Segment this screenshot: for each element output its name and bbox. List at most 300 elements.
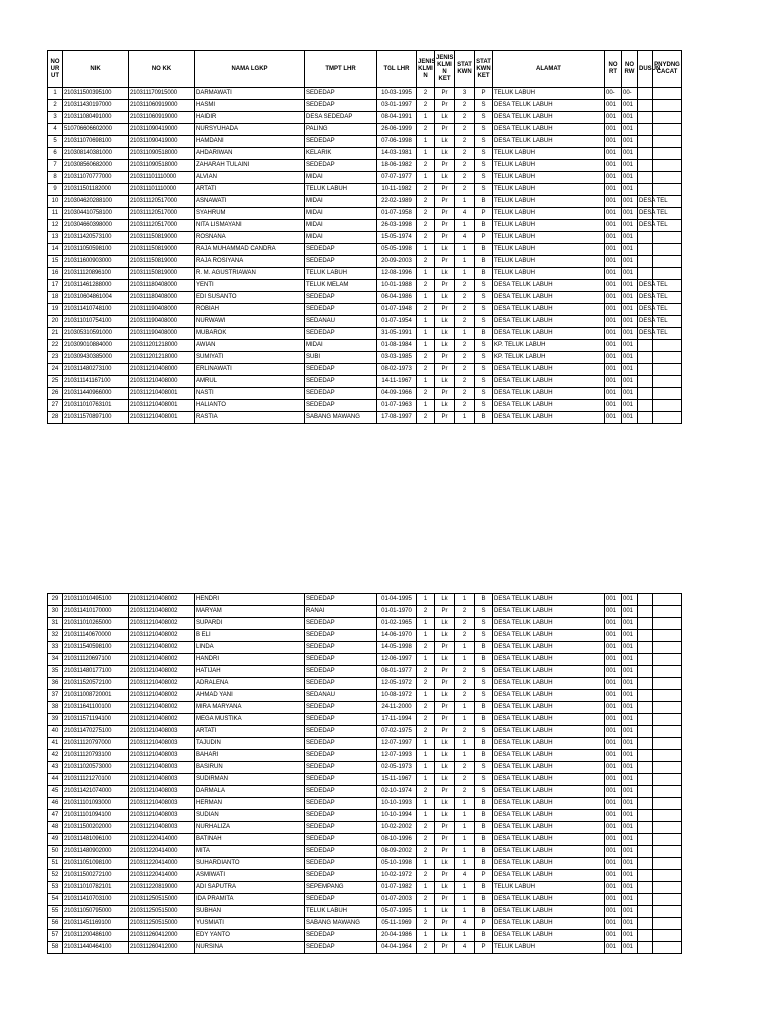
cell-pnydng-cacat xyxy=(653,930,682,942)
cell-stat-kwn: 4 xyxy=(455,870,475,882)
cell-jenis-klmin-ket: Pr xyxy=(435,352,455,364)
cell-no-urut: 32 xyxy=(48,630,63,642)
cell-no-rt: 001 xyxy=(605,124,622,136)
cell-no-rw: 001 xyxy=(622,834,638,846)
cell-no-rw: 001 xyxy=(622,232,638,244)
cell-no-rt: 001 xyxy=(605,750,622,762)
cell-stat-kwn-ket: S xyxy=(475,618,493,630)
cell-no-rw: 001 xyxy=(622,702,638,714)
cell-no-urut: 29 xyxy=(48,594,63,606)
cell-no-urut: 52 xyxy=(48,870,63,882)
cell-no-kk: 210311190408000 xyxy=(129,304,195,316)
cell-stat-kwn: 1 xyxy=(455,750,475,762)
cell-stat-kwn-ket: S xyxy=(475,340,493,352)
cell-tgl-lhr: 12-05-1972 xyxy=(377,678,417,690)
cell-nik: 210311421074000 xyxy=(63,786,129,798)
cell-stat-kwn: 2 xyxy=(455,618,475,630)
cell-stat-kwn-ket: S xyxy=(475,630,493,642)
cell-stat-kwn: 2 xyxy=(455,606,475,618)
header-tmpt-lhr: TMPT LHR xyxy=(305,51,377,88)
cell-alamat: DESA TELUK LABUH xyxy=(493,678,605,690)
cell-no-rt: 001 xyxy=(605,148,622,160)
cell-jenis-klmin-ket: Pr xyxy=(435,786,455,798)
cell-no-rw: 001 xyxy=(622,280,638,292)
table-row xyxy=(48,124,682,136)
table-row xyxy=(48,870,682,882)
cell-no-urut: 5 xyxy=(48,136,63,148)
cell-stat-kwn: 2 xyxy=(455,364,475,376)
cell-nik: 210311120697100 xyxy=(63,654,129,666)
cell-nama: HANDRI xyxy=(195,654,305,666)
cell-nik: 210308560682000 xyxy=(63,160,129,172)
cell-dusun xyxy=(638,822,653,834)
cell-stat-kwn-ket: B xyxy=(475,750,493,762)
table-row xyxy=(48,690,682,702)
cell-nama: SUMIYATI xyxy=(195,352,305,364)
cell-tmpt-lhr: SABANG MAWANG xyxy=(305,412,377,424)
cell-no-rt: 001 xyxy=(605,136,622,148)
cell-nik: 210311520572100 xyxy=(63,678,129,690)
cell-tmpt-lhr: SEDEDAP xyxy=(305,364,377,376)
cell-no-rw: 001 xyxy=(622,148,638,160)
cell-alamat: DESA TELUK LABUH xyxy=(493,376,605,388)
cell-stat-kwn: 2 xyxy=(455,112,475,124)
cell-no-urut: 56 xyxy=(48,918,63,930)
cell-no-rw: 00- xyxy=(622,88,638,100)
cell-no-kk: 210311210408000 xyxy=(129,364,195,376)
cell-no-kk: 210311180408000 xyxy=(129,292,195,304)
table-row xyxy=(48,112,682,124)
table-row xyxy=(48,918,682,930)
cell-no-rt: 001 xyxy=(605,714,622,726)
cell-stat-kwn-ket: P xyxy=(475,918,493,930)
cell-no-kk: 210311260412000 xyxy=(129,942,195,954)
cell-stat-kwn-ket: B xyxy=(475,882,493,894)
cell-alamat: DESA TELUK LABUH xyxy=(493,810,605,822)
cell-tgl-lhr: 01-07-1982 xyxy=(377,882,417,894)
cell-tmpt-lhr: SEDEDAP xyxy=(305,858,377,870)
cell-dusun xyxy=(638,846,653,858)
cell-jenis-klmin-ket: Pr xyxy=(435,678,455,690)
cell-alamat: DESA TELUK LABUH xyxy=(493,304,605,316)
cell-stat-kwn-ket: S xyxy=(475,292,493,304)
cell-jenis-klmin: 1 xyxy=(417,906,435,918)
cell-alamat: DESA TELUK LABUH xyxy=(493,112,605,124)
header-jenis-klmin-ket: JENIS KLMI N KET xyxy=(435,51,455,88)
cell-pnydng-cacat xyxy=(653,100,682,112)
cell-nik: 210311480273100 xyxy=(63,364,129,376)
table-row xyxy=(48,376,682,388)
cell-stat-kwn: 1 xyxy=(455,256,475,268)
cell-jenis-klmin: 2 xyxy=(417,714,435,726)
cell-no-kk: 210311210408002 xyxy=(129,666,195,678)
cell-no-rt: 001 xyxy=(605,268,622,280)
cell-dusun xyxy=(638,352,653,364)
cell-no-kk: 210311210408003 xyxy=(129,774,195,786)
table-row xyxy=(48,678,682,690)
cell-dusun xyxy=(638,256,653,268)
cell-tmpt-lhr: SEDEDAP xyxy=(305,810,377,822)
cell-nama: HENDRI xyxy=(195,594,305,606)
table-row xyxy=(48,666,682,678)
cell-jenis-klmin: 2 xyxy=(417,364,435,376)
cell-pnydng-cacat xyxy=(653,942,682,954)
cell-no-urut: 51 xyxy=(48,858,63,870)
cell-alamat: DESA TELUK LABUH xyxy=(493,606,605,618)
cell-alamat: DESA TELUK LABUH xyxy=(493,136,605,148)
cell-tmpt-lhr: SEDANAU xyxy=(305,690,377,702)
cell-tmpt-lhr: SEDEDAP xyxy=(305,328,377,340)
cell-no-urut: 20 xyxy=(48,316,63,328)
cell-no-kk: 210311210408002 xyxy=(129,702,195,714)
header-tgl-lhr: TGL LHR xyxy=(377,51,417,88)
cell-tmpt-lhr: TELUK MELAM xyxy=(305,280,377,292)
cell-no-rt: 001 xyxy=(605,858,622,870)
cell-nama: HERMAN xyxy=(195,798,305,810)
cell-stat-kwn-ket: B xyxy=(475,654,493,666)
cell-alamat: DESA TELUK LABUH xyxy=(493,690,605,702)
cell-stat-kwn-ket: S xyxy=(475,304,493,316)
cell-no-rt: 001 xyxy=(605,304,622,316)
table-row xyxy=(48,340,682,352)
cell-no-rw: 001 xyxy=(622,618,638,630)
cell-alamat: DESA TELUK LABUH xyxy=(493,918,605,930)
cell-dusun xyxy=(638,738,653,750)
cell-jenis-klmin: 2 xyxy=(417,388,435,400)
cell-stat-kwn: 2 xyxy=(455,678,475,690)
cell-no-rw: 001 xyxy=(622,726,638,738)
cell-tgl-lhr: 20-04-1986 xyxy=(377,930,417,942)
cell-stat-kwn: 4 xyxy=(455,208,475,220)
cell-stat-kwn: 2 xyxy=(455,292,475,304)
cell-no-rw: 001 xyxy=(622,292,638,304)
cell-no-rw: 001 xyxy=(622,340,638,352)
cell-dusun xyxy=(638,798,653,810)
cell-nik: 210311070698100 xyxy=(63,136,129,148)
cell-no-rt: 001 xyxy=(605,112,622,124)
cell-nama: IDA PRAMITA xyxy=(195,894,305,906)
cell-stat-kwn-ket: P xyxy=(475,88,493,100)
cell-nama: AHMAD YANI xyxy=(195,690,305,702)
cell-jenis-klmin: 2 xyxy=(417,822,435,834)
cell-tmpt-lhr: MIDAI xyxy=(305,172,377,184)
cell-jenis-klmin: 1 xyxy=(417,376,435,388)
cell-jenis-klmin-ket: Lk xyxy=(435,762,455,774)
cell-nama: BATINAH xyxy=(195,834,305,846)
cell-tgl-lhr: 05-10-1998 xyxy=(377,858,417,870)
cell-alamat: DESA TELUK LABUH xyxy=(493,834,605,846)
cell-nama: HASMI xyxy=(195,100,305,112)
cell-stat-kwn: 1 xyxy=(455,822,475,834)
cell-no-rt: 001 xyxy=(605,606,622,618)
header-stat-kwn: STAT KWN xyxy=(455,51,475,88)
table-row xyxy=(48,930,682,942)
cell-stat-kwn: 2 xyxy=(455,100,475,112)
cell-pnydng-cacat xyxy=(653,268,682,280)
cell-no-kk: 210311210408003 xyxy=(129,822,195,834)
cell-pnydng-cacat xyxy=(653,364,682,376)
cell-no-kk: 210311220414000 xyxy=(129,870,195,882)
cell-no-urut: 34 xyxy=(48,654,63,666)
cell-dusun xyxy=(638,882,653,894)
cell-tgl-lhr: 01-01-1970 xyxy=(377,606,417,618)
cell-jenis-klmin-ket: Pr xyxy=(435,256,455,268)
cell-no-urut: 11 xyxy=(48,208,63,220)
cell-no-urut: 43 xyxy=(48,762,63,774)
cell-stat-kwn: 1 xyxy=(455,738,475,750)
cell-stat-kwn: 1 xyxy=(455,642,475,654)
cell-tgl-lhr: 31-05-1991 xyxy=(377,328,417,340)
cell-tgl-lhr: 08-09-2002 xyxy=(377,846,417,858)
cell-nama: ROBIAH xyxy=(195,304,305,316)
cell-nik: 210311008720001 xyxy=(63,690,129,702)
cell-no-kk: 210311120517000 xyxy=(129,208,195,220)
table-row xyxy=(48,244,682,256)
cell-no-rw: 001 xyxy=(622,304,638,316)
cell-tmpt-lhr: SEDEDAP xyxy=(305,666,377,678)
cell-tgl-lhr: 01-07-1954 xyxy=(377,316,417,328)
cell-nik: 210311121270100 xyxy=(63,774,129,786)
cell-alamat: TELUK LABUH xyxy=(493,220,605,232)
cell-nik: 210311440966000 xyxy=(63,388,129,400)
table-row xyxy=(48,364,682,376)
cell-jenis-klmin: 2 xyxy=(417,208,435,220)
cell-pnydng-cacat xyxy=(653,630,682,642)
cell-stat-kwn: 4 xyxy=(455,942,475,954)
cell-alamat: DESA TELUK LABUH xyxy=(493,400,605,412)
cell-tgl-lhr: 10-10-1993 xyxy=(377,798,417,810)
cell-stat-kwn: 2 xyxy=(455,388,475,400)
cell-stat-kwn: 2 xyxy=(455,304,475,316)
cell-no-rw: 001 xyxy=(622,882,638,894)
table-row xyxy=(48,750,682,762)
cell-tgl-lhr: 14-06-1970 xyxy=(377,630,417,642)
cell-nama: MEGA MUSTIKA xyxy=(195,714,305,726)
cell-tmpt-lhr: KELARIK xyxy=(305,148,377,160)
cell-jenis-klmin-ket: Pr xyxy=(435,606,455,618)
cell-jenis-klmin-ket: Pr xyxy=(435,870,455,882)
table-row xyxy=(48,412,682,424)
cell-pnydng-cacat xyxy=(653,750,682,762)
cell-no-rw: 001 xyxy=(622,654,638,666)
cell-no-rw: 001 xyxy=(622,208,638,220)
cell-stat-kwn: 1 xyxy=(455,702,475,714)
table-row xyxy=(48,630,682,642)
cell-no-urut: 55 xyxy=(48,906,63,918)
cell-no-rt: 001 xyxy=(605,172,622,184)
cell-tmpt-lhr: SEDEDAP xyxy=(305,136,377,148)
cell-no-rt: 001 xyxy=(605,810,622,822)
table-row xyxy=(48,798,682,810)
cell-tmpt-lhr: SEDEDAP xyxy=(305,88,377,100)
header-jenis-klmin: JENIS KLMI N xyxy=(417,51,435,88)
cell-pnydng-cacat xyxy=(653,690,682,702)
table-row xyxy=(48,642,682,654)
cell-no-rt: 001 xyxy=(605,738,622,750)
cell-pnydng-cacat xyxy=(653,858,682,870)
cell-stat-kwn: 1 xyxy=(455,268,475,280)
cell-nik: 210311480177100 xyxy=(63,666,129,678)
cell-stat-kwn-ket: B xyxy=(475,846,493,858)
cell-stat-kwn-ket: S xyxy=(475,726,493,738)
cell-no-rt: 001 xyxy=(605,594,622,606)
cell-alamat: DESA TELUK LABUH xyxy=(493,738,605,750)
cell-nik: 210311440464100 xyxy=(63,942,129,954)
cell-no-rt: 001 xyxy=(605,786,622,798)
cell-nama: SUDIRMAN xyxy=(195,774,305,786)
cell-no-rw: 001 xyxy=(622,738,638,750)
cell-no-rt: 001 xyxy=(605,618,622,630)
cell-jenis-klmin: 1 xyxy=(417,594,435,606)
cell-stat-kwn-ket: B xyxy=(475,738,493,750)
cell-jenis-klmin-ket: Pr xyxy=(435,208,455,220)
cell-tmpt-lhr: SEDEDAP xyxy=(305,304,377,316)
cell-jenis-klmin: 2 xyxy=(417,412,435,424)
cell-no-rw: 001 xyxy=(622,412,638,424)
cell-jenis-klmin: 1 xyxy=(417,762,435,774)
cell-no-rw: 001 xyxy=(622,352,638,364)
cell-dusun: DESA TEL xyxy=(638,196,653,208)
table-row xyxy=(48,280,682,292)
cell-no-urut: 54 xyxy=(48,894,63,906)
cell-no-rt: 001 xyxy=(605,798,622,810)
cell-no-rt: 001 xyxy=(605,376,622,388)
cell-no-kk: 210311220414000 xyxy=(129,858,195,870)
cell-tmpt-lhr: SEDEDAP xyxy=(305,738,377,750)
header-dusun: DUSUN xyxy=(638,51,653,88)
cell-alamat: TELUK LABUH xyxy=(493,268,605,280)
cell-tmpt-lhr: TELUK LABUH xyxy=(305,906,377,918)
cell-stat-kwn-ket: S xyxy=(475,690,493,702)
cell-no-kk: 210311190408000 xyxy=(129,328,195,340)
cell-nik: 210311410703100 xyxy=(63,894,129,906)
cell-stat-kwn: 4 xyxy=(455,918,475,930)
cell-stat-kwn: 1 xyxy=(455,894,475,906)
cell-no-rt: 001 xyxy=(605,666,622,678)
cell-no-urut: 23 xyxy=(48,352,63,364)
cell-tgl-lhr: 08-10-1996 xyxy=(377,834,417,846)
cell-tgl-lhr: 12-07-1997 xyxy=(377,738,417,750)
cell-no-urut: 47 xyxy=(48,810,63,822)
cell-alamat: DESA TELUK LABUH xyxy=(493,858,605,870)
cell-jenis-klmin: 1 xyxy=(417,112,435,124)
cell-stat-kwn: 3 xyxy=(455,88,475,100)
cell-jenis-klmin: 1 xyxy=(417,268,435,280)
cell-alamat: DESA TELUK LABUH xyxy=(493,762,605,774)
cell-alamat: TELUK LABUH xyxy=(493,196,605,208)
cell-no-kk: 210311210408002 xyxy=(129,642,195,654)
cell-tgl-lhr: 17-11-1994 xyxy=(377,714,417,726)
table-row xyxy=(48,256,682,268)
cell-tgl-lhr: 01-02-1965 xyxy=(377,618,417,630)
cell-alamat: DESA TELUK LABUH xyxy=(493,702,605,714)
cell-pnydng-cacat xyxy=(653,666,682,678)
cell-stat-kwn: 1 xyxy=(455,798,475,810)
cell-dusun xyxy=(638,630,653,642)
cell-pnydng-cacat xyxy=(653,834,682,846)
table-row xyxy=(48,606,682,618)
cell-no-urut: 30 xyxy=(48,606,63,618)
cell-pnydng-cacat xyxy=(653,606,682,618)
cell-jenis-klmin: 2 xyxy=(417,918,435,930)
table-row xyxy=(48,618,682,630)
cell-dusun xyxy=(638,858,653,870)
table-row xyxy=(48,714,682,726)
cell-no-urut: 18 xyxy=(48,292,63,304)
cell-no-rw: 001 xyxy=(622,798,638,810)
table-row xyxy=(48,100,682,112)
cell-stat-kwn: 2 xyxy=(455,786,475,798)
cell-tgl-lhr: 01-04-1995 xyxy=(377,594,417,606)
cell-stat-kwn-ket: S xyxy=(475,786,493,798)
cell-stat-kwn-ket: S xyxy=(475,136,493,148)
cell-no-kk: 210311150819000 xyxy=(129,268,195,280)
table-row xyxy=(48,882,682,894)
cell-tgl-lhr: 05-07-1995 xyxy=(377,906,417,918)
cell-no-rt: 001 xyxy=(605,196,622,208)
cell-nik: 210311120797000 xyxy=(63,738,129,750)
cell-no-urut: 31 xyxy=(48,618,63,630)
cell-jenis-klmin-ket: Pr xyxy=(435,280,455,292)
cell-tgl-lhr: 04-09-1966 xyxy=(377,388,417,400)
cell-alamat: DESA TELUK LABUH xyxy=(493,316,605,328)
cell-no-rt: 001 xyxy=(605,412,622,424)
cell-no-kk: 210311120517000 xyxy=(129,220,195,232)
cell-nik: 210311410170000 xyxy=(63,606,129,618)
cell-nama: RAJA MUHAMMAD CANDRA xyxy=(195,244,305,256)
cell-nama: NURWAWI xyxy=(195,316,305,328)
cell-nama: MARYAM xyxy=(195,606,305,618)
cell-jenis-klmin: 2 xyxy=(417,702,435,714)
table-row xyxy=(48,786,682,798)
cell-jenis-klmin-ket: Lk xyxy=(435,906,455,918)
cell-alamat: TELUK LABUH xyxy=(493,184,605,196)
cell-jenis-klmin-ket: Pr xyxy=(435,88,455,100)
cell-no-kk: 210311220414000 xyxy=(129,834,195,846)
cell-jenis-klmin: 1 xyxy=(417,316,435,328)
header-no-urut: NO UR UT xyxy=(48,51,63,88)
cell-dusun xyxy=(638,340,653,352)
cell-tgl-lhr: 04-04-1964 xyxy=(377,942,417,954)
cell-stat-kwn-ket: S xyxy=(475,112,493,124)
cell-stat-kwn-ket: P xyxy=(475,870,493,882)
cell-nama: ARTATI xyxy=(195,184,305,196)
cell-tgl-lhr: 01-07-1963 xyxy=(377,400,417,412)
cell-stat-kwn: 1 xyxy=(455,810,475,822)
table-row xyxy=(48,208,682,220)
cell-alamat: DESA TELUK LABUH xyxy=(493,642,605,654)
cell-no-rw: 001 xyxy=(622,774,638,786)
cell-nama: NITA LISMAYANI xyxy=(195,220,305,232)
cell-no-urut: 26 xyxy=(48,388,63,400)
cell-pnydng-cacat xyxy=(653,88,682,100)
cell-dusun xyxy=(638,870,653,882)
cell-no-rt: 001 xyxy=(605,316,622,328)
cell-no-kk: 210311210408002 xyxy=(129,654,195,666)
cell-pnydng-cacat xyxy=(653,918,682,930)
cell-nama: MITA xyxy=(195,846,305,858)
cell-jenis-klmin-ket: Pr xyxy=(435,184,455,196)
cell-tmpt-lhr: MIDAI xyxy=(305,340,377,352)
cell-stat-kwn: 2 xyxy=(455,726,475,738)
cell-nik: 210311051098100 xyxy=(63,858,129,870)
table-row xyxy=(48,834,682,846)
cell-alamat: TELUK LABUH xyxy=(493,882,605,894)
cell-nik: 210311010782101 xyxy=(63,882,129,894)
cell-dusun xyxy=(638,702,653,714)
cell-tmpt-lhr: SEDEDAP xyxy=(305,726,377,738)
cell-nama: NURSINA xyxy=(195,942,305,954)
